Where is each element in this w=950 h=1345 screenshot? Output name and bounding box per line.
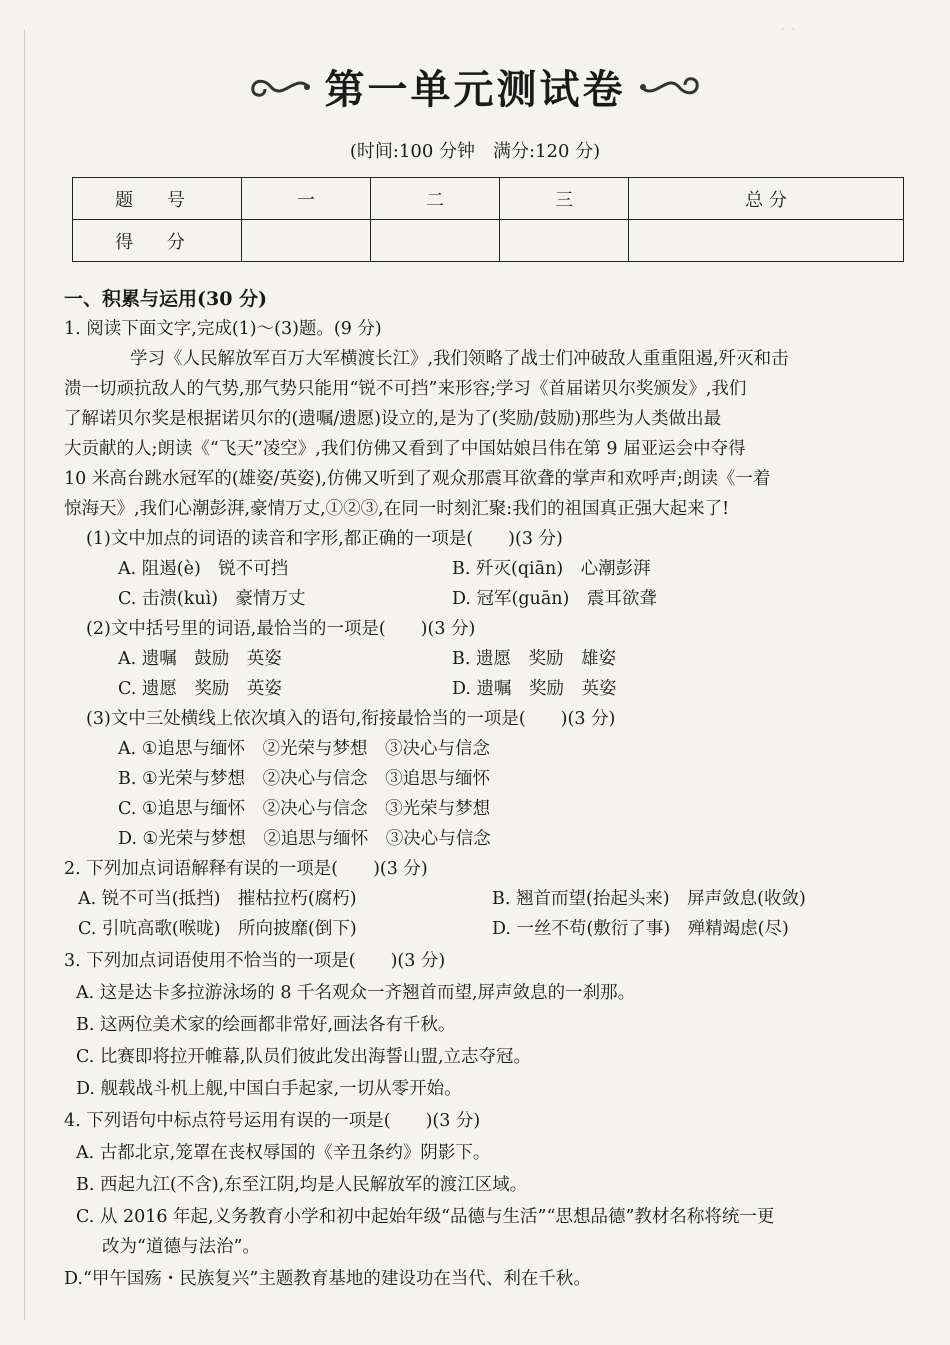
page-title: 第一单元测试卷 [324, 66, 626, 113]
option-1-2-d[interactable]: D. 遗嘱 奖励 英姿 [452, 679, 617, 699]
option-2-b[interactable]: B. 翘首而望(抬起头来) 屏声敛息(收敛) [492, 889, 806, 909]
question-1-stem: 1. 阅读下面文字,完成(1)～(3)题。(9 分) [64, 319, 382, 339]
score-cell-3[interactable] [500, 220, 629, 262]
score-table [72, 177, 904, 262]
sub-question-2-stem: (2)文中括号里的词语,最恰当的一项是( )(3 分) [86, 619, 476, 639]
score-table-header-label: 题 号 [73, 178, 242, 220]
option-3-a[interactable]: A. 这是达卡多拉游泳场的 8 千名观众一齐翘首而望,屏声敛息的一刹那。 [76, 983, 636, 1003]
option-1-3-c[interactable]: C. ①追思与缅怀 ②决心与信念 ③光荣与梦想 [118, 799, 491, 819]
title-row [0, 58, 950, 115]
score-table-header-3: 三 [500, 178, 629, 220]
score-cell-total[interactable] [629, 220, 904, 262]
question-4-stem: 4. 下列语句中标点符号运用有误的一项是( )(3 分) [64, 1111, 481, 1131]
option-1-1-d[interactable]: D. 冠军(guān) 震耳欲聋 [452, 589, 657, 609]
passage-line-1: 学习《人民解放军百万大军横渡长江》,我们领略了战士们冲破敌人重重阻遏,歼灭和击 [130, 349, 789, 369]
option-1-2-a[interactable]: A. 遗嘱 鼓励 英姿 [118, 649, 282, 669]
exam-info: (时间:100 分钟 满分:120 分) [349, 141, 601, 162]
passage-line-3: 了解诺贝尔奖是根据诺贝尔的(遗嘱/遗愿)设立的,是为了(奖励/鼓励)那些为人类做出最 [64, 409, 722, 429]
sub-question-1-stem: (1)文中加点的词语的读音和字形,都正确的一项是( )(3 分) [86, 529, 563, 549]
option-1-1-a[interactable]: A. 阻遏(è) 锐不可挡 [118, 559, 289, 579]
option-4-d[interactable]: D.“甲午国殇・民族复兴”主题教育基地的建设功在当代、利在千秋。 [64, 1269, 591, 1289]
option-2-c[interactable]: C. 引吭高歌(喉咙) 所向披靡(倒下) [78, 919, 357, 939]
page-edge-line [24, 30, 25, 1320]
question-2-stem: 2. 下列加点词语解释有误的一项是( )(3 分) [64, 859, 428, 879]
option-4-a[interactable]: A. 古都北京,笼罩在丧权辱国的《辛丑条约》阴影下。 [76, 1143, 491, 1163]
option-1-3-a[interactable]: A. ①追思与缅怀 ②光荣与梦想 ③决心与信念 [118, 739, 490, 759]
option-1-2-b[interactable]: B. 遗愿 奖励 雄姿 [452, 649, 616, 669]
option-4-c[interactable]: C. 从 2016 年起,义务教育小学和初中起始年级“品德与生活”“思想品德”教材名称将统一更 [76, 1207, 775, 1227]
sub-question-3-stem: (3)文中三处横线上依次填入的语句,衔接最恰当的一项是( )(3 分) [86, 709, 616, 729]
option-1-3-b[interactable]: B. ①光荣与梦想 ②决心与信念 ③追思与缅怀 [118, 769, 491, 789]
right-ornament-icon [637, 67, 707, 107]
option-2-d[interactable]: D. 一丝不苟(敷衍了事) 殚精竭虑(尽) [492, 919, 789, 939]
option-1-2-c[interactable]: C. 遗愿 奖励 英姿 [118, 679, 282, 699]
option-4-b[interactable]: B. 西起九江(不含),东至江阴,均是人民解放军的渡江区域。 [76, 1175, 528, 1195]
passage-line-2: 溃一切顽抗敌人的气势,那气势只能用“锐不可挡”来形容;学习《首届诺贝尔奖颁发》,我们 [64, 379, 747, 399]
left-ornament-icon [243, 67, 313, 107]
passage-line-6: 惊海天》,我们心潮彭湃,豪情万丈,①②③,在同一时刻汇聚:我们的祖国真正强大起来了! [64, 499, 730, 519]
bleed-through-text: · · [780, 20, 797, 40]
option-3-b[interactable]: B. 这两位美术家的绘画都非常好,画法各有千秋。 [76, 1015, 456, 1035]
passage-line-5: 10 米高台跳水冠军的(雄姿/英姿),仿佛又听到了观众那震耳欲聋的掌声和欢呼声;朗读《一着 [64, 469, 771, 489]
option-2-a[interactable]: A. 锐不可当(抵挡) 摧枯拉朽(腐朽) [78, 889, 357, 909]
option-3-c[interactable]: C. 比赛即将拉开帷幕,队员们彼此发出海誓山盟,立志夺冠。 [76, 1047, 532, 1067]
score-table-header-1: 一 [242, 178, 371, 220]
score-table-header-2: 二 [371, 178, 500, 220]
question-3-stem: 3. 下列加点词语使用不恰当的一项是( )(3 分) [64, 951, 446, 971]
option-4-c-cont: 改为“道德与法治”。 [102, 1237, 260, 1257]
passage-line-4: 大贡献的人;朗读《“飞天”凌空》,我们仿佛又看到了中国姑娘吕伟在第 9 届亚运会中夺得 [64, 439, 746, 459]
option-1-1-b[interactable]: B. 歼灭(qiān) 心潮彭湃 [452, 559, 651, 579]
score-cell-1[interactable] [242, 220, 371, 262]
option-1-1-c[interactable]: C. 击溃(kuì) 豪情万丈 [118, 589, 306, 609]
section-heading: 一、积累与运用(30 分) [64, 288, 268, 310]
score-row-label: 得 分 [73, 220, 242, 262]
score-table-header-total: 总 分 [629, 178, 904, 220]
option-1-3-d[interactable]: D. ①光荣与梦想 ②追思与缅怀 ③决心与信念 [118, 829, 491, 849]
option-3-d[interactable]: D. 舰载战斗机上舰,中国白手起家,一切从零开始。 [76, 1079, 462, 1099]
score-cell-2[interactable] [371, 220, 500, 262]
